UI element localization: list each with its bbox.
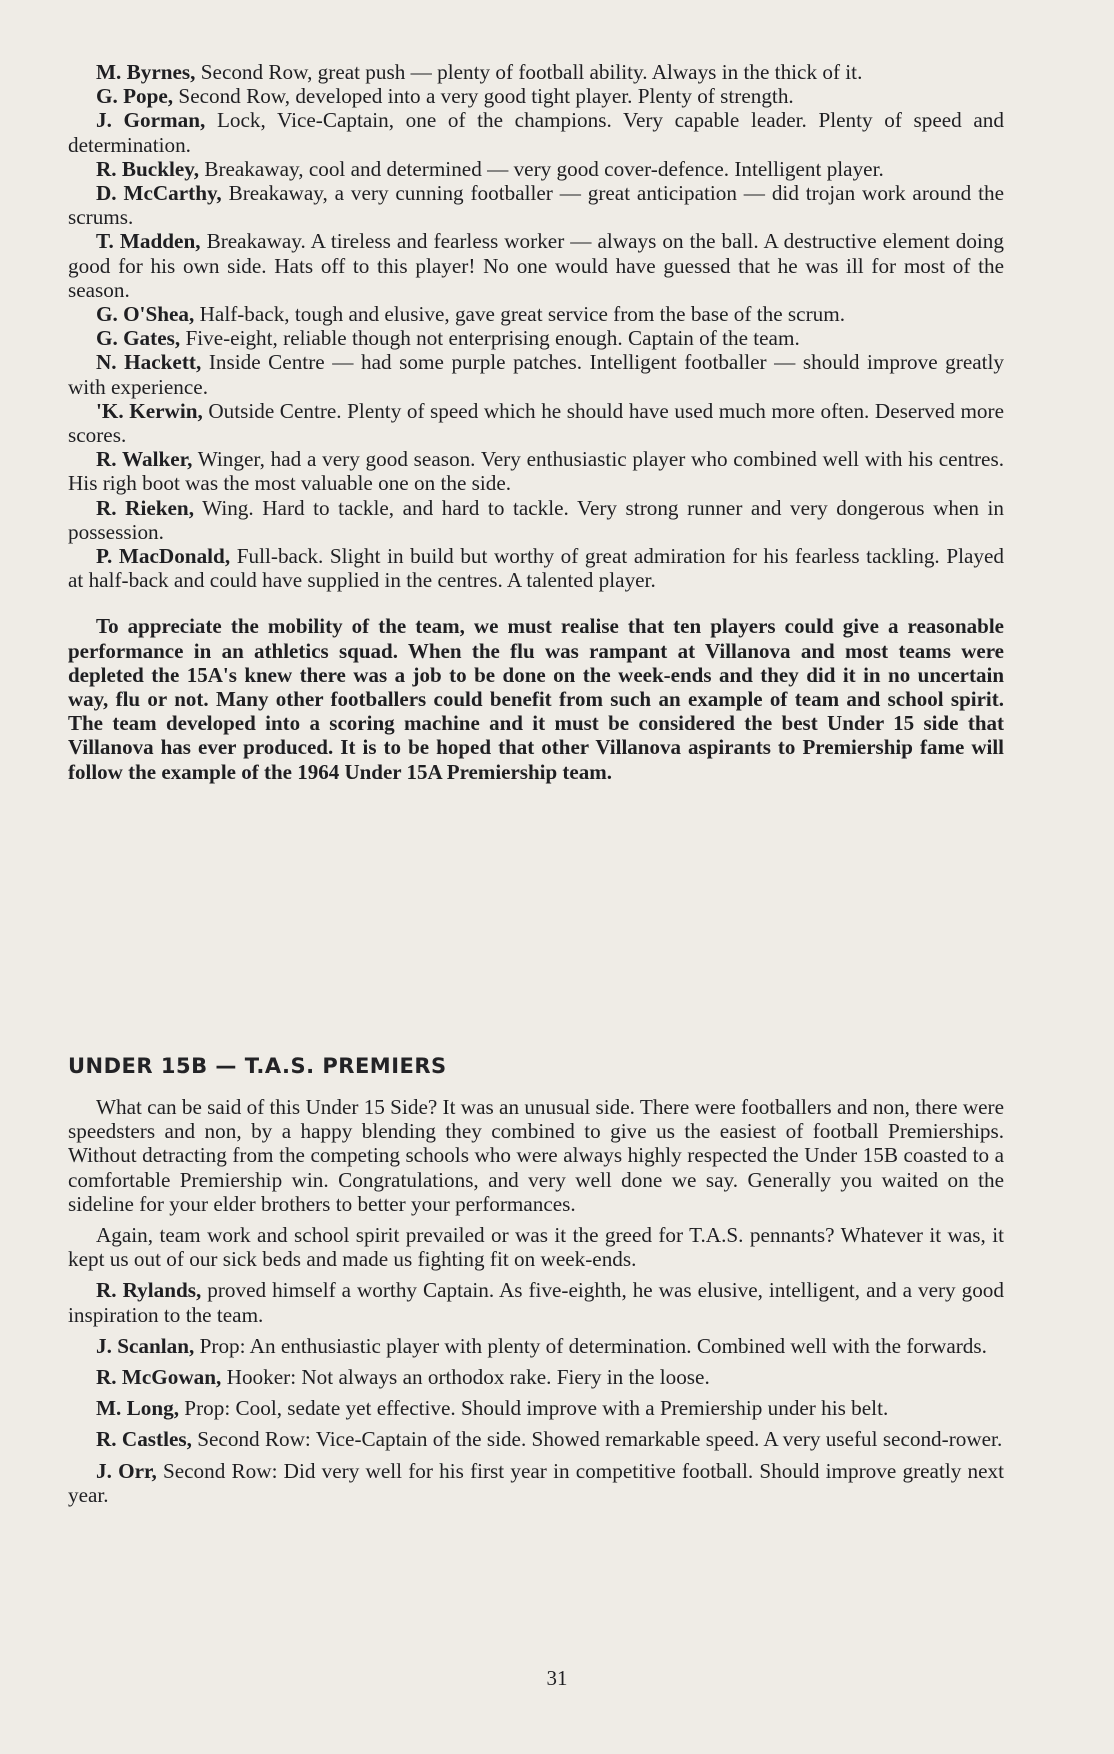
player-entry	[68, 157, 1004, 181]
intro-paragraph: Again, team work and school spirit prevailed or was it the greed for T.A.S. pennants? Whatever it was, it kept us out of our sick beds and made us fighting fit on week-ends.	[68, 1223, 1004, 1272]
player-name: N. Hackett,	[96, 350, 202, 375]
player-name: R. Rieken,	[96, 495, 195, 520]
player-description: Hooker: Not always an orthodox rake. Fiery in the loose.	[221, 1365, 710, 1390]
player-name: R. Rylands,	[96, 1278, 202, 1303]
player-description: Second Row: Did very well for his first year in competitive football. Should improve greatly next year.	[68, 1458, 1004, 1507]
player-name: J. Orr,	[96, 1458, 157, 1483]
player-description: Wing. Hard to tackle, and hard to tackle. Very strong runner and very dongerous when in possession.	[68, 495, 1004, 544]
player-entry	[68, 399, 1004, 447]
player-description: Outside Centre. Plenty of speed which he should have used much more often. Deserved more scores.	[68, 398, 1004, 448]
team-15a-player-list	[68, 60, 1004, 805]
player-description: Prop: An enthusiastic player with plenty of determination. Combined well with the forwards.	[194, 1333, 987, 1358]
player-entry	[68, 181, 1004, 229]
player-name: J. Scanlan,	[96, 1333, 195, 1358]
player-description: Five-eight, reliable though not enterprising enough. Captain of the team.	[180, 326, 800, 351]
player-entry	[68, 326, 1004, 350]
player-name: R. McGowan,	[96, 1365, 222, 1390]
player-entry	[68, 350, 1004, 398]
player-entry	[68, 447, 1004, 495]
player-name: P. MacDonald,	[96, 544, 231, 569]
team-15b-section	[68, 1095, 1004, 1514]
page-number: 31	[546, 1666, 568, 1690]
player-entry	[68, 1396, 1004, 1420]
player-description: Breakaway. A tireless and fearless worker — always on the ball. A destructive element doing good for his own side. Hats off to this player! No one would have guessed that he was ill for most of the season.	[68, 229, 1004, 302]
player-description: Lock, Vice-Captain, one of the champions. Very capable leader. Plenty of speed and determination.	[68, 108, 1004, 157]
player-description: Breakaway, a very cunning footballer — great anticipation — did trojan work around the scrums.	[68, 181, 1004, 230]
player-name: R. Castles,	[96, 1427, 192, 1452]
section-heading: UNDER 15B — T.A.S. PREMIERS	[68, 1054, 447, 1078]
player-description: proved himself a worthy Captain. As five-eighth, he was elusive, intelligent, and a very good inspiration to the team.	[68, 1278, 1004, 1327]
player-name: R. Walker,	[96, 447, 193, 472]
player-entry	[68, 229, 1004, 302]
player-description: Half-back, tough and elusive, gave great service from the base of the scrum.	[194, 302, 845, 327]
player-name: D. McCarthy,	[96, 181, 222, 206]
player-description: Second Row, developed into a very good tight player. Plenty of strength.	[173, 84, 794, 109]
player-entry	[68, 60, 1004, 84]
player-name: 'K. Kerwin,	[96, 398, 203, 423]
player-entry	[68, 1278, 1004, 1326]
player-name: J. Gorman,	[96, 108, 206, 133]
player-description: Winger, had a very good season. Very enthusiastic player who combined well with his centres. His righ boot was the most valuable one on the side.	[68, 447, 1004, 496]
player-name: G. Pope,	[96, 84, 174, 109]
player-entry	[68, 496, 1004, 544]
intro-paragraph: What can be said of this Under 15 Side? It was an unusual side. There were footballers and non, there were speedsters and non, by a happy blending they combined to give us the easiest of football Premierships. Without detracting from the competing schools who were always highly respected the Under 15B coasted to a comfortable Premiership win. Congratulations, and very well done we say. Generally you waited on the sideline for your elder brothers to better your performances.	[68, 1095, 1005, 1216]
player-description: Full-back. Slight in build but worthy of great admiration for his fearless tackling. Played at half-back and could have supplied in the centres. A talented player.	[68, 544, 1004, 593]
player-entry	[68, 1365, 1004, 1389]
player-entry	[68, 1459, 1004, 1507]
player-name: M. Long,	[96, 1396, 179, 1421]
player-entry	[68, 1334, 1004, 1358]
player-entry	[68, 302, 1004, 326]
player-entry	[68, 1427, 1004, 1451]
player-entry	[68, 84, 1004, 108]
player-name: T. Madden,	[96, 229, 201, 254]
player-entry	[68, 108, 1004, 156]
player-name: G. Gates,	[96, 326, 181, 351]
player-description: Prop: Cool, sedate yet effective. Should improve with a Premiership under his belt.	[179, 1396, 889, 1421]
player-name: M. Byrnes,	[96, 60, 196, 84]
player-description: Second Row, great push — plenty of football ability. Always in the thick of it.	[195, 60, 863, 84]
player-name: R. Buckley,	[96, 156, 200, 181]
player-description: Breakaway, cool and determined — very good cover-defence. Intelligent player.	[199, 156, 884, 181]
player-description: Second Row: Vice-Captain of the side. Showed remarkable speed. A very useful second-rower.	[191, 1427, 1003, 1452]
player-description: Inside Centre — had some purple patches. Intelligent footballer — should improve greatly with experience.	[68, 350, 1004, 399]
player-name: G. O'Shea,	[96, 302, 195, 327]
player-entry	[68, 544, 1004, 592]
team-summary-paragraph: To appreciate the mobility of the team, we must realise that ten players could give a reasonable performance in an athletics squad. When the flu was rampant at Villanova and most teams were depleted the 15A's knew there was a job to be done on the week-ends and they did it in no uncertain way, flu or not. Many other footballers could benefit from such an example of team and school spirit. The team developed into a scoring machine and it must be considered the best Under 15 side that Villanova has ever produced. It is to be hoped that other Villanova aspirants to Premiership fame will follow the example of the 1964 Under 15A Premiership team.	[68, 614, 1004, 784]
